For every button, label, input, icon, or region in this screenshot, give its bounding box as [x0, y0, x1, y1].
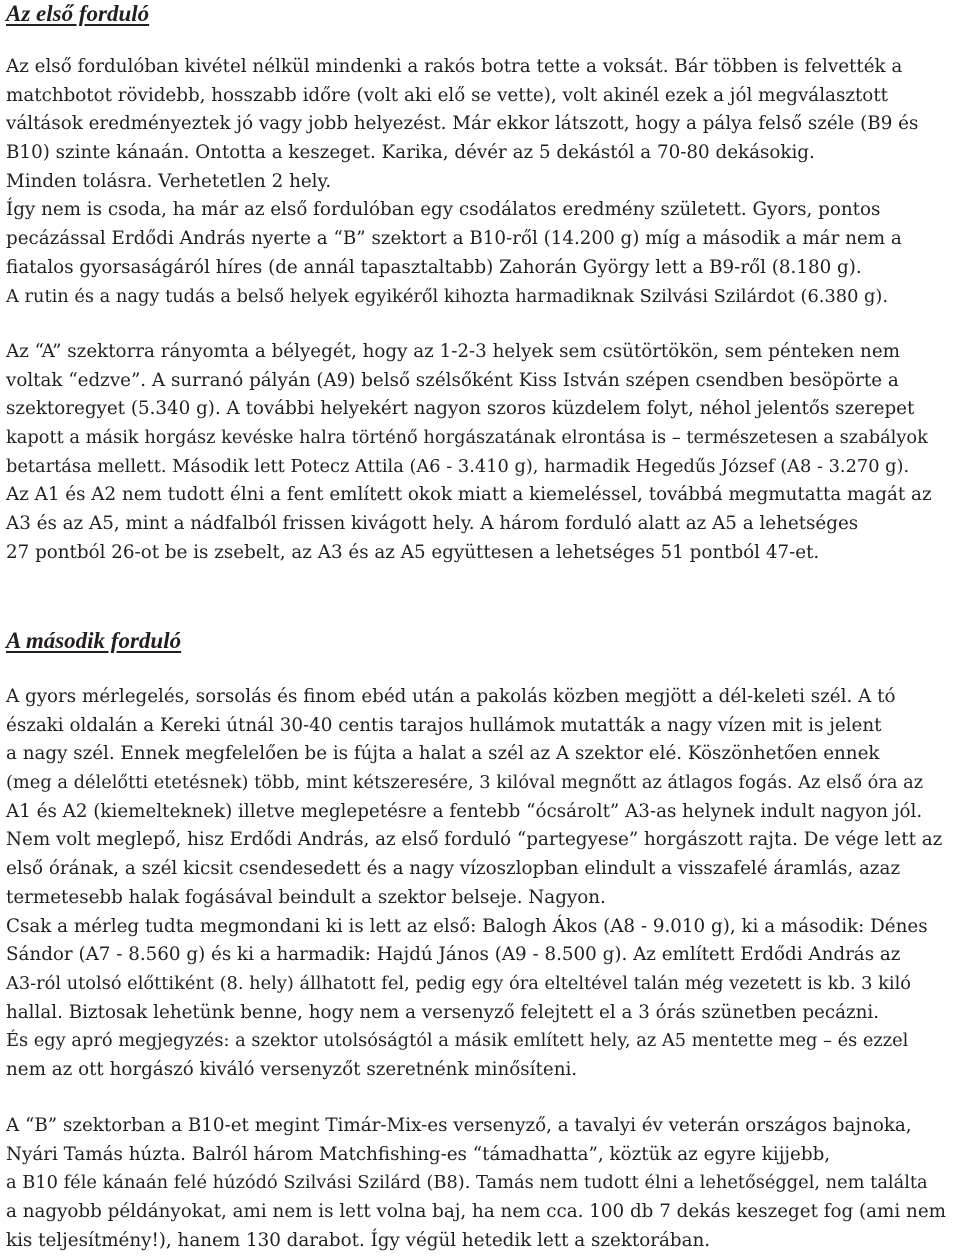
text-line: Csak a mérleg tudta megmondani ki is lett az első: Balogh Ákos (A8 - 9.010 g), ki a második: Dénes: [6, 915, 928, 937]
text-line: És egy apró megjegyzés: a szektor utolsóságtól a másik említett hely, az A5 mentette meg – és ezzel: [6, 1030, 909, 1052]
text-line: voltak “edzve”. A surranó pályán (A9) belső szélsőként Kiss István szépen csendben besöpörte a: [6, 369, 899, 391]
text-line: Nyári Tamás húzta. Balról három Matchfishing-es “támadhatta”, köztük az egyre kijjebb,: [6, 1143, 831, 1165]
text-line: termetesebb halak fogásával beindult a szektor belseje. Nagyon.: [6, 886, 606, 908]
text-line: 27 pontból 26-ot be is zsebelt, az A3 és az A5 együttesen a lehetséges 51 pontból 47-et.: [6, 541, 820, 563]
paragraph: [6, 53, 960, 311]
text-line: A “B” szektorban a B10-et megint Timár-Mix-es versenyző, a tavalyi év veterán országos bajnoka,: [6, 1115, 912, 1136]
text-line: matchbotot rövidebb, hosszabb időre (volt aki elő se vette), volt akinél ezek a jól megválasztott: [6, 84, 889, 106]
paragraph: [6, 1112, 960, 1255]
paragraph: [6, 683, 960, 1085]
paragraph: [6, 338, 960, 568]
text-line: a nagyobb példányokat, ami nem is lett volna baj, ha nem cca. 100 db 7 dekás keszeget fog (ami nem: [6, 1201, 946, 1223]
text-line: B10) szinte kánaán. Ontotta a keszeget. Karika, dévér az 5 dekástól a 70-80 dekásokig.: [6, 142, 815, 164]
text-line: váltások eredményeztek jó vagy jobb helyezést. Már ekkor látszott, hogy a pálya felső széle (B9 és: [6, 113, 919, 135]
text-line: nem az ott horgászó kiváló versenyzőt szeretnénk minősíteni.: [6, 1058, 578, 1080]
text-line: betartása mellett. Második lett Potecz Attila (A6 - 3.410 g), harmadik Hegedűs József (A8 - 3.270 g).: [6, 455, 910, 477]
section-heading-second-round: A második forduló: [6, 628, 182, 653]
text-line: A3 és az A5, mint a nádfalból frissen kivágott hely. A három forduló alatt az A5 a lehetséges: [6, 513, 859, 535]
text-line: A1 és A2 (kiemelteknek) illetve meglepetésre a fentebb “ócsárolt” A3-as helynek indult nagyon jól.: [6, 800, 923, 822]
text-line: pecázással Erdődi András nyerte a “B” szektort a B10-ről (14.200 g) míg a második a már nem a: [6, 228, 902, 250]
text-line: A3-ról utolsó előttiként (8. hely) állhatott fel, pedig egy óra elteltével talán még vezetett is kb. 3 kiló: [6, 972, 911, 994]
text-line: Nem volt meglepő, hisz Erdődi András, az első forduló “partegyese” horgászott rajta. De vége lett az: [6, 829, 943, 851]
text-line: a B10 féle kánaán felé húzódó Szilvási Szilárd (B8). Tamás nem tudott élni a lehetőséggel, nem találta: [6, 1172, 928, 1194]
section-heading-first-round: Az első forduló: [6, 1, 150, 26]
text-line: kis teljesítmény!), hanem 130 darabot. Így végül hetedik lett a szektorában.: [6, 1229, 711, 1251]
text-line: szektoregyet (5.340 g). A további helyekért nagyon szoros küzdelem folyt, néhol jelentős szerepet: [6, 398, 915, 420]
text-line: fiatalos gyorsaságáról híres (de annál tapasztaltabb) Zahorán György lett a B9-ről (8.180 g).: [6, 256, 862, 278]
text-line: Minden tolásra. Verhetetlen 2 hely.: [6, 170, 332, 192]
text-line: A rutin és a nagy tudás a belső helyek egyikéről kihozta harmadiknak Szilvási Szilárdot (6.380 g).: [6, 285, 889, 307]
text-line: (meg a délelőtti etetésnek) több, mint kétszeresére, 3 kilóval megnőtt az átlagos fogás. Az első óra az: [6, 772, 924, 794]
text-line: Így nem is csoda, ha már az első fordulóban egy csodálatos eredmény született. Gyors, pontos: [6, 199, 881, 221]
text-line: első órának, a szél kicsit csendesedett és a nagy vízoszlopban elindult a visszafelé áramlás, azaz: [6, 858, 901, 880]
text-line: A gyors mérlegelés, sorsolás és finom ebéd után a pakolás közben megjött a dél-keleti szél. A tó: [6, 686, 896, 707]
text-line: a nagy szél. Ennek megfelelően be is fújta a halat a szél az A szektor elé. Köszönhetően ennek: [6, 743, 880, 765]
text-line: hallal. Biztosak lehetünk benne, hogy nem a versenyző felejtett el a 3 órás szünetben pecázni.: [6, 1001, 880, 1023]
text-line: kapott a másik horgász kevéske halra történő horgászatának elrontása is – természetesen a szabályok: [6, 427, 928, 449]
text-line: Az “A” szektorra rányomta a bélyegét, hogy az 1-2-3 helyek sem csütörtökön, sem pénteken nem: [6, 341, 900, 362]
text-line: Sándor (A7 - 8.560 g) és ki a harmadik: Hajdú János (A9 - 8.500 g). Az említett Erdődi András az: [6, 944, 901, 966]
text-line: Az A1 és A2 nem tudott élni a fent említett okok miatt a kiemeléssel, továbbá megmutatta magát az: [6, 484, 932, 506]
text-line: Az első fordulóban kivétel nélkül mindenki a rakós botra tette a voksát. Bár többen is felvették a: [6, 56, 903, 77]
text-line: északi oldalán a Kereki útnál 30-40 centis tarajos hullámok mutatták a nagy vízen mit is jelent: [6, 714, 882, 736]
